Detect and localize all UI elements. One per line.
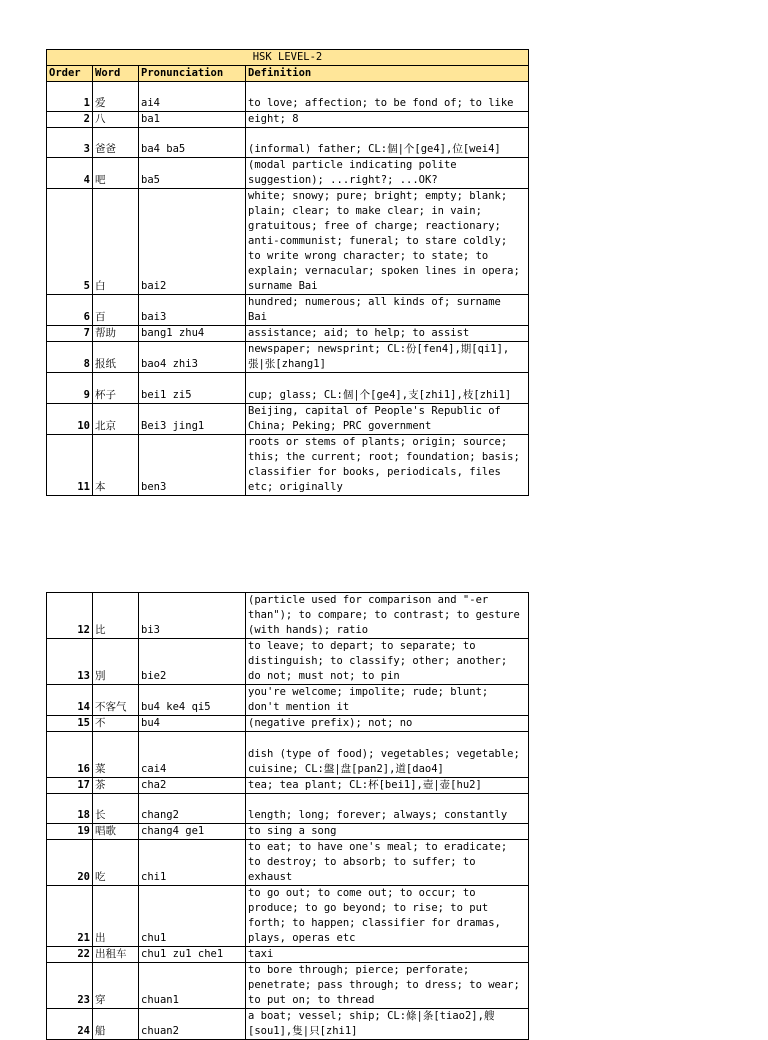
order-cell: 24 [47, 1009, 93, 1040]
word-cell: 吃 [93, 840, 139, 886]
definition-cell: tea; tea plant; CL:杯[bei1],壺|壶[hu2] [246, 778, 529, 794]
order-cell: 11 [47, 435, 93, 496]
order-cell: 15 [47, 716, 93, 732]
order-cell: 21 [47, 886, 93, 947]
table-row [47, 824, 529, 840]
word-cell: 茶 [93, 778, 139, 794]
table-row [47, 295, 529, 326]
pronunciation-cell: bei1 zi5 [139, 373, 246, 404]
table-row [47, 128, 529, 158]
word-cell: 不 [93, 716, 139, 732]
word-cell: 报纸 [93, 342, 139, 373]
word-cell: 出租车 [93, 947, 139, 963]
definition-cell: assistance; aid; to help; to assist [246, 326, 529, 342]
pronunciation-cell: bie2 [139, 639, 246, 685]
table-row [47, 158, 529, 189]
order-cell: 19 [47, 824, 93, 840]
definition-cell: to eat; to have one's meal; to eradicate; to destroy; to absorb; to suffer; to exhaust [246, 840, 529, 886]
order-cell: 8 [47, 342, 93, 373]
table-row [47, 947, 529, 963]
header-definition: Definition [246, 66, 529, 82]
table-row [47, 716, 529, 732]
word-cell: 北京 [93, 404, 139, 435]
word-cell: 唱歌 [93, 824, 139, 840]
table-row [47, 373, 529, 404]
pronunciation-cell: chuan1 [139, 963, 246, 1009]
definition-cell: to bore through; pierce; perforate; penetrate; pass through; to dress; to wear; to put on; to thread [246, 963, 529, 1009]
table-row [47, 593, 529, 639]
definition-cell: to leave; to depart; to separate; to distinguish; to classify; other; another; do not; must not; to pin [246, 639, 529, 685]
order-cell: 1 [47, 82, 93, 112]
definition-cell: (particle used for comparison and "-er than"); to compare; to contrast; to gesture (with hands); ratio [246, 593, 529, 639]
pronunciation-cell: ai4 [139, 82, 246, 112]
order-cell: 4 [47, 158, 93, 189]
pronunciation-cell: bu4 [139, 716, 246, 732]
order-cell: 6 [47, 295, 93, 326]
table-title: HSK LEVEL-2 [47, 50, 529, 66]
table-row [47, 794, 529, 824]
pronunciation-cell: chang4 ge1 [139, 824, 246, 840]
word-cell: 菜 [93, 732, 139, 778]
order-cell: 18 [47, 794, 93, 824]
vocab-table-1 [46, 49, 529, 496]
word-cell: 长 [93, 794, 139, 824]
pronunciation-cell: ba5 [139, 158, 246, 189]
table-row [47, 1009, 529, 1040]
word-cell: 不客气 [93, 685, 139, 716]
pronunciation-cell: bang1 zhu4 [139, 326, 246, 342]
definition-cell: cup; glass; CL:個|个[ge4],支[zhi1],枝[zhi1] [246, 373, 529, 404]
pronunciation-cell: bu4 ke4 qi5 [139, 685, 246, 716]
pronunciation-cell: chang2 [139, 794, 246, 824]
vocab-table-2 [46, 592, 529, 1040]
definition-cell: roots or stems of plants; origin; source; this; the current; root; foundation; basis; classifier for books, periodicals, files etc; originally [246, 435, 529, 496]
word-cell: 比 [93, 593, 139, 639]
pronunciation-cell: cai4 [139, 732, 246, 778]
word-cell: 白 [93, 189, 139, 295]
order-cell: 9 [47, 373, 93, 404]
table-row [47, 840, 529, 886]
order-cell: 22 [47, 947, 93, 963]
table-row [47, 342, 529, 373]
order-cell: 13 [47, 639, 93, 685]
definition-cell: to go out; to come out; to occur; to produce; to go beyond; to rise; to put forth; to happen; classifier for dramas, plays, operas etc [246, 886, 529, 947]
table-row [47, 963, 529, 1009]
pronunciation-cell: bai2 [139, 189, 246, 295]
table-row [47, 435, 529, 496]
table-row [47, 326, 529, 342]
word-cell: 出 [93, 886, 139, 947]
pronunciation-cell: cha2 [139, 778, 246, 794]
pronunciation-cell: bi3 [139, 593, 246, 639]
definition-cell: (modal particle indicating polite suggestion); ...right?; ...OK? [246, 158, 529, 189]
order-cell: 12 [47, 593, 93, 639]
header-word: Word [93, 66, 139, 82]
pronunciation-cell: ba4 ba5 [139, 128, 246, 158]
word-cell: 杯子 [93, 373, 139, 404]
table-row [47, 112, 529, 128]
order-cell: 5 [47, 189, 93, 295]
pronunciation-cell: chuan2 [139, 1009, 246, 1040]
order-cell: 7 [47, 326, 93, 342]
table-row [47, 732, 529, 778]
pronunciation-cell: chu1 zu1 che1 [139, 947, 246, 963]
table-row [47, 82, 529, 112]
word-cell: 吧 [93, 158, 139, 189]
word-cell: 爸爸 [93, 128, 139, 158]
word-cell: 帮助 [93, 326, 139, 342]
table-row [47, 778, 529, 794]
word-cell: 穿 [93, 963, 139, 1009]
pronunciation-cell: ba1 [139, 112, 246, 128]
order-cell: 16 [47, 732, 93, 778]
word-cell: 百 [93, 295, 139, 326]
header-pronunciation: Pronunciation [139, 66, 246, 82]
definition-cell: eight; 8 [246, 112, 529, 128]
table-row [47, 886, 529, 947]
definition-cell: white; snowy; pure; bright; empty; blank; plain; clear; to make clear; in vain; gratuitous; free of charge; reactionary; anti-communist; funeral; to stare coldly; to write wrong character; to state; to explain; vernacular; spoken lines in opera; surname Bai [246, 189, 529, 295]
pronunciation-cell: Bei3 jing1 [139, 404, 246, 435]
order-cell: 2 [47, 112, 93, 128]
table-row [47, 685, 529, 716]
order-cell: 14 [47, 685, 93, 716]
definition-cell: dish (type of food); vegetables; vegetable; cuisine; CL:盤|盘[pan2],道[dao4] [246, 732, 529, 778]
definition-cell: Beijing, capital of People's Republic of China; Peking; PRC government [246, 404, 529, 435]
table-row [47, 189, 529, 295]
word-cell: 本 [93, 435, 139, 496]
pronunciation-cell: chu1 [139, 886, 246, 947]
definition-cell: to sing a song [246, 824, 529, 840]
definition-cell: (informal) father; CL:個|个[ge4],位[wei4] [246, 128, 529, 158]
word-cell: 八 [93, 112, 139, 128]
header-order: Order [47, 66, 93, 82]
definition-cell: hundred; numerous; all kinds of; surname Bai [246, 295, 529, 326]
definition-cell: (negative prefix); not; no [246, 716, 529, 732]
order-cell: 3 [47, 128, 93, 158]
definition-cell: length; long; forever; always; constantly [246, 794, 529, 824]
definition-cell: newspaper; newsprint; CL:份[fen4],期[qi1],張|张[zhang1] [246, 342, 529, 373]
order-cell: 20 [47, 840, 93, 886]
table-row [47, 404, 529, 435]
definition-cell: to love; affection; to be fond of; to like [246, 82, 529, 112]
definition-cell: you're welcome; impolite; rude; blunt; don't mention it [246, 685, 529, 716]
pronunciation-cell: ben3 [139, 435, 246, 496]
pronunciation-cell: bai3 [139, 295, 246, 326]
word-cell: 爱 [93, 82, 139, 112]
table-row [47, 639, 529, 685]
word-cell: 別 [93, 639, 139, 685]
order-cell: 23 [47, 963, 93, 1009]
order-cell: 17 [47, 778, 93, 794]
order-cell: 10 [47, 404, 93, 435]
word-cell: 船 [93, 1009, 139, 1040]
definition-cell: taxi [246, 947, 529, 963]
pronunciation-cell: bao4 zhi3 [139, 342, 246, 373]
definition-cell: a boat; vessel; ship; CL:條|条[tiao2],艘[sou1],隻|只[zhi1] [246, 1009, 529, 1040]
pronunciation-cell: chi1 [139, 840, 246, 886]
